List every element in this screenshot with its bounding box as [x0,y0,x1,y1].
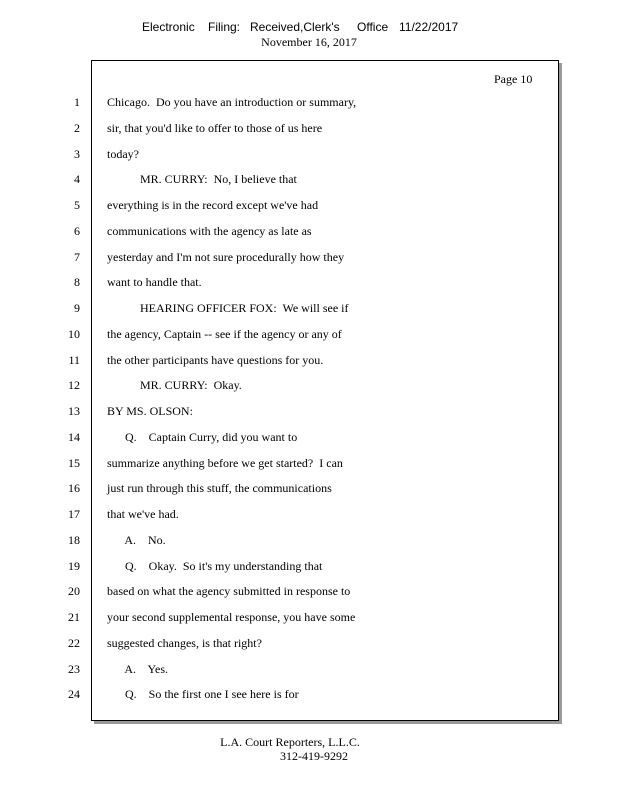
line-number: 12 [68,378,80,392]
line-number: 13 [68,404,80,418]
line-text: the other participants have questions for you. [107,353,324,367]
line-number: 24 [68,687,80,701]
line-text: A. No. [107,533,166,547]
filing-header-date: 11/22/2017 [399,20,459,34]
line-number: 17 [68,507,80,521]
line-number: 19 [68,559,80,573]
line-number: 8 [74,275,80,289]
line-text: Chicago. Do you have an introduction or summary, [107,95,357,109]
line-number: 11 [68,353,80,367]
line-number: 4 [74,172,80,186]
line-text: Q. Okay. So it's my understanding that [107,559,323,573]
line-number: 6 [74,224,80,238]
filing-header-electronic: Electronic [142,20,195,34]
line-number: 7 [74,250,80,264]
line-text: MR. CURRY: No, I believe that [107,172,297,186]
line-number: 14 [68,430,80,444]
filing-header-received: Received,Clerk's [250,20,340,34]
filing-header [0,20,618,36]
footer-company: L.A. Court Reporters, L.L.C. [220,735,360,749]
line-text: everything is in the record except we've had [107,198,319,212]
line-text: BY MS. OLSON: [107,404,193,418]
line-text: A. Yes. [107,662,169,676]
line-number: 20 [68,584,80,598]
filing-header-filing: Filing: [208,20,241,34]
line-text: Q. Captain Curry, did you want to [107,430,298,444]
line-text: communications with the agency as late as [107,224,312,238]
line-text: your second supplemental response, you have some [107,610,356,624]
line-text: MR. CURRY: Okay. [107,378,242,392]
line-text: HEARING OFFICER FOX: We will see if [107,301,349,315]
line-text: suggested changes, is that right? [107,636,262,650]
line-number: 5 [74,198,80,212]
line-text: want to handle that. [107,275,202,289]
line-number: 10 [68,327,80,341]
line-number: 2 [74,121,80,135]
line-text: that we've had. [107,507,179,521]
line-text: just run through this stuff, the communications [107,481,332,495]
line-number: 15 [68,456,80,470]
line-number: 22 [68,636,80,650]
line-number: 9 [74,301,80,315]
line-number: 16 [68,481,80,495]
line-number: 1 [74,95,80,109]
filing-header-office: Office [357,20,389,34]
line-text: the agency, Captain -- see if the agency or any of [107,327,342,341]
line-number: 3 [74,147,80,161]
line-text: based on what the agency submitted in response to [107,584,351,598]
line-text: summarize anything before we get started? I can [107,456,343,470]
footer-phone: 312-419-9292 [280,749,348,763]
line-number: 18 [68,533,80,547]
line-number: 21 [68,610,80,624]
line-text: Q. So the first one I see here is for [107,687,299,701]
line-text: sir, that you'd like to offer to those of us here [107,121,323,135]
line-number: 23 [68,662,80,676]
line-text: yesterday and I'm not sure procedurally how they [107,250,345,264]
transcript-date: November 16, 2017 [261,35,357,49]
page-number: Page 10 [494,72,533,86]
line-text: today? [107,147,139,161]
